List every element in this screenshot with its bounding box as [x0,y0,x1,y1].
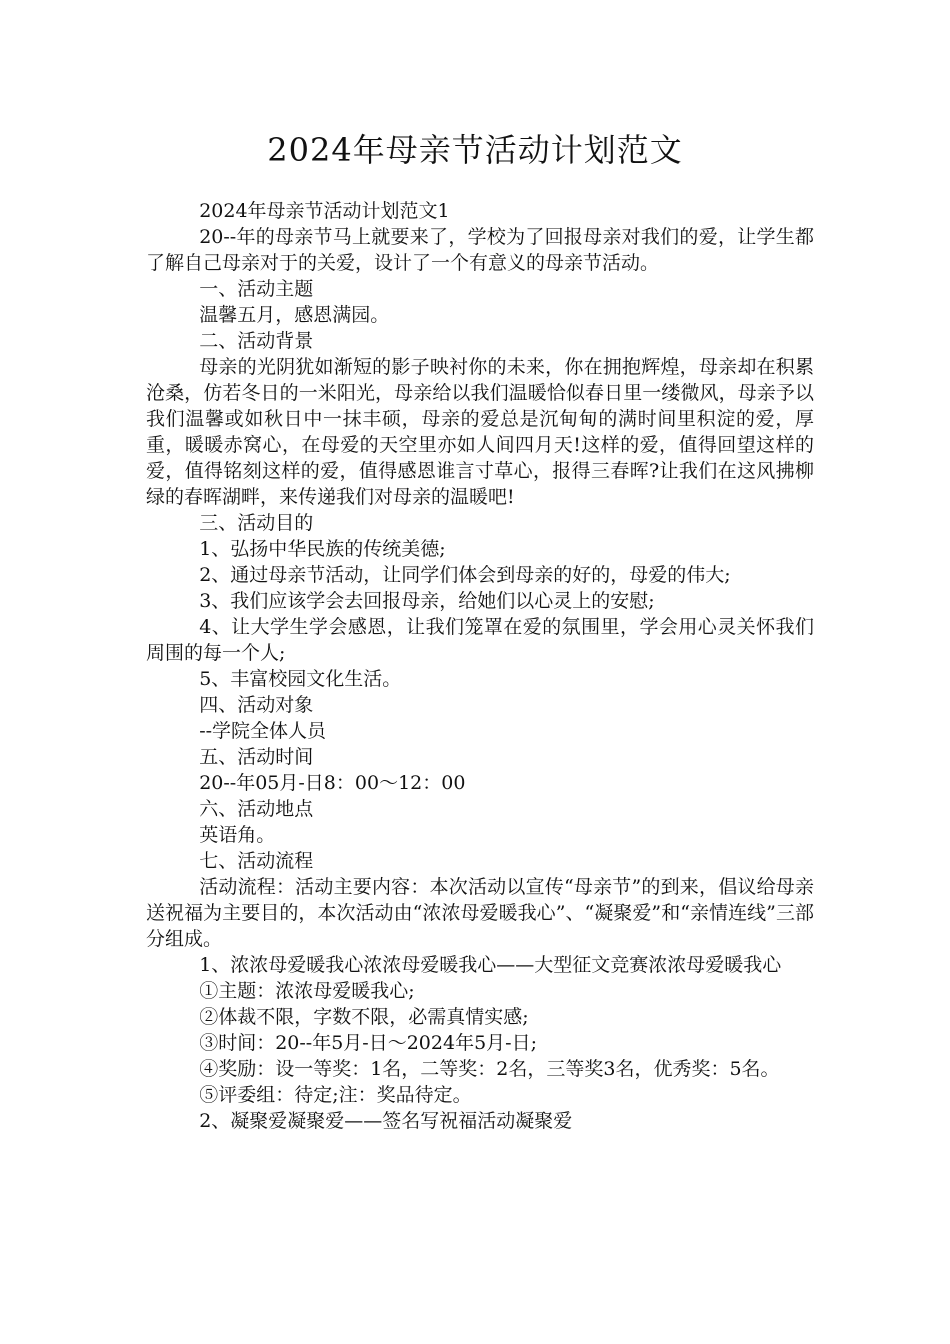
paragraph: 母亲的光阴犹如渐短的影子映衬你的未来，你在拥抱辉煌，母亲却在积累沧桑，仿若冬日的一米阳光，母亲给以我们温暖恰似春日里一缕微风，母亲予以我们温馨或如秋日中一抹丰硕，母亲的爱总是沉甸甸的满时间里积淀的爱，厚重，暖暖赤窝心，在母爱的天空里亦如人间四月天!这样的爱，值得回望这样的爱，值得铭刻这样的爱，值得感恩谁言寸草心，报得三春晖?让我们在这风拂柳绿的春晖湖畔，来传递我们对母亲的温暖吧! [146,356,814,508]
paragraph: 活动流程：活动主要内容：本次活动以宣传“母亲节”的到来，倡议给母亲送祝福为主要目的，本次活动由“浓浓母爱暖我心”、“凝聚爱”和“亲情连线”三部分组成。 [146,876,814,950]
document-body [146,198,814,1134]
section-heading: 一、活动主题 [199,278,314,300]
list-item: 5、丰富校园文化生活。 [199,668,402,690]
paragraph: 20--年的母亲节马上就要来了，学校为了回报母亲对我们的爱，让学生都了解自己母亲对于的关爱，设计了一个有意义的母亲节活动。 [146,226,814,274]
paragraph: 2024年母亲节活动计划范文1 [199,200,450,222]
document-title: 2024年母亲节活动计划范文 [267,131,683,169]
list-item: 4、让大学生学会感恩，让我们笼罩在爱的氛围里，学会用心灵关怀我们周围的每一个人; [146,616,814,664]
list-item: 2、凝聚爱凝聚爱——签名写祝福活动凝聚爱 [199,1110,573,1132]
list-item: ③时间：20--年5月-日～2024年5月-日; [199,1032,537,1054]
list-item: ⑤评委组：待定;注：奖品待定。 [199,1084,472,1106]
section-heading: 三、活动目的 [199,512,314,534]
list-item: ②体裁不限，字数不限，必需真情实感; [199,1006,529,1028]
paragraph: 温馨五月，感恩满园。 [199,304,390,326]
paragraph: 英语角。 [199,824,276,846]
list-item: 3、我们应该学会去回报母亲，给她们以心灵上的安慰; [199,590,655,612]
section-heading: 二、活动背景 [199,330,314,352]
paragraph: 20--年05月-日8：00～12：00 [199,772,466,794]
list-item: 1、浓浓母爱暖我心浓浓母爱暖我心——大型征文竞赛浓浓母爱暖我心 [199,954,782,976]
list-item: ④奖励：设一等奖：1名，二等奖：2名，三等奖3名，优秀奖：5名。 [199,1058,780,1080]
list-item: ①主题：浓浓母爱暖我心; [199,980,415,1002]
section-heading: 六、活动地点 [199,798,314,820]
section-heading: 四、活动对象 [199,694,314,716]
list-item: 1、弘扬中华民族的传统美德; [199,538,446,560]
paragraph: --学院全体人员 [199,720,327,742]
list-item: 2、通过母亲节活动，让同学们体会到母亲的好的，母爱的伟大; [199,564,731,586]
section-heading: 七、活动流程 [199,850,314,872]
section-heading: 五、活动时间 [199,746,314,768]
